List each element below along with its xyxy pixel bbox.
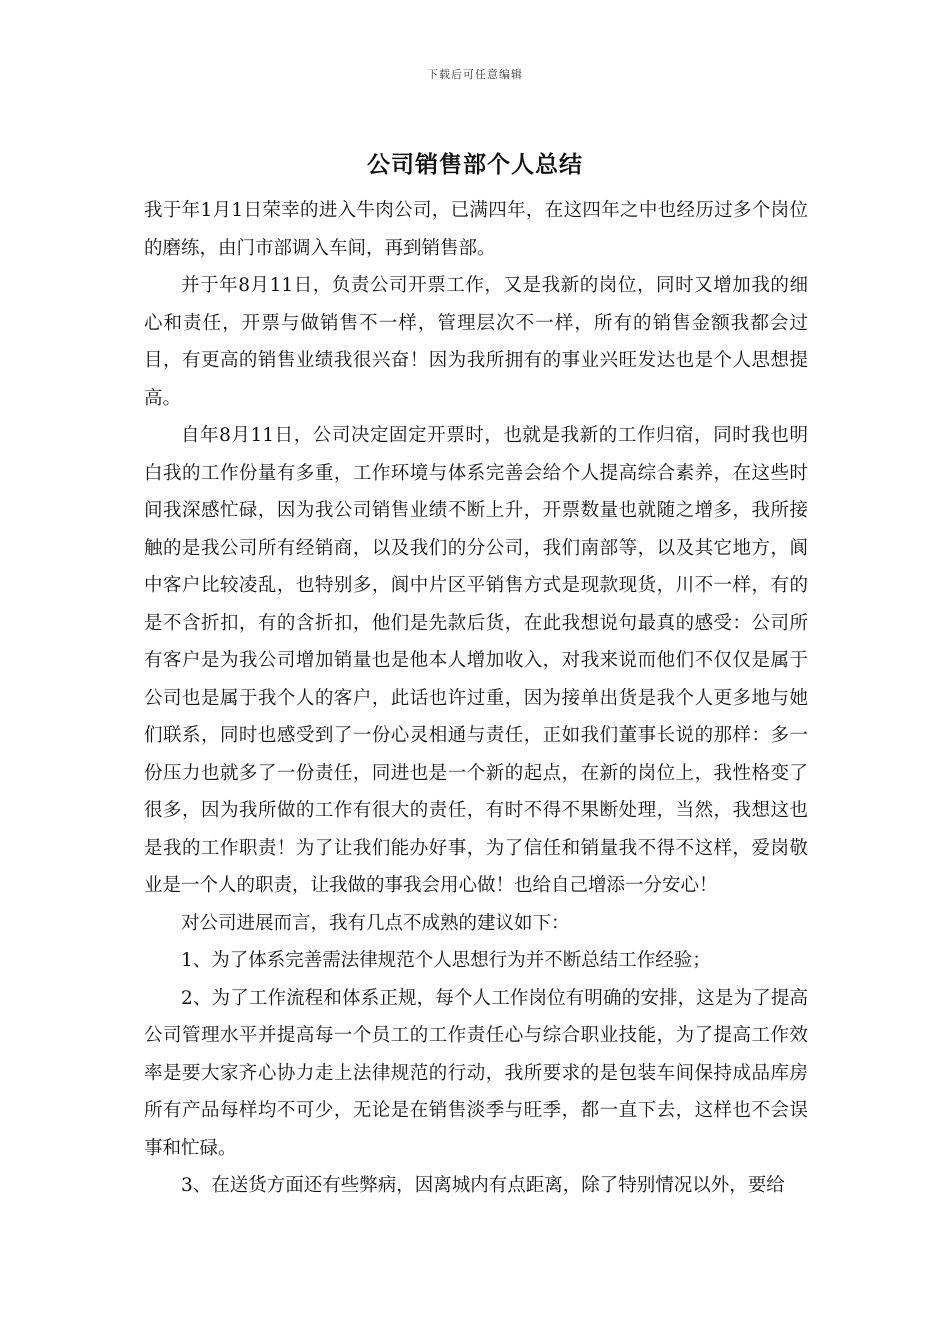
document-title: 公司销售部个人总结: [367, 151, 583, 178]
paragraph-suggestion-1: 1、为了体系完善需法律规范个人思想行为并不断总结工作经验；: [181, 950, 711, 971]
paragraph-suggestion-2: 2、为了工作流程和体系正规，每个人工作岗位有明确的安排，这是为了提高公司管理水平并提高每一个员工的工作责任心与综合职业技能，为了提高工作效率是要大家齐心协力走上法律规范的行动，我所要求的是包装车间保持成品库房所有产品每样均不可少，无论是在销售淡季与旺季，都一直下去，这样也不会误事和忙碌。: [144, 987, 808, 1159]
paragraph-intro: 我于年1月1日荣幸的进入牛肉公司，已满四年，在这四年之中也经历过多个岗位的磨练，由门市部调入车间，再到销售部。: [144, 200, 808, 259]
paragraph-work-experience: 自年8月11日，公司决定固定开票时，也就是我新的工作归宿，同时我也明白我的工作份量有多重，工作环境与体系完善会给个人提高综合素养，在这些时间我深感忙碌，因为我公司销售业绩不断上升，开票数量也就随之增多，我所接触的是我公司所有经销商，以及我们的分公司，我们南部等，以及其它地方，阆中客户比较凌乱，也特别多，阆中片区平销售方式是现款现货，川不一样，有的是不含折扣，有的含折扣，他们是先款后货，在此我想说句最真的感受：公司所有客户是为我公司增加销量也是他本人增加收入，对我来说而他们不仅仅是属于公司也是属于我个人的客户，此话也许过重，因为接单出货是我个人更多地与她们联系，同时也感受到了一份心灵相通与责任，正如我们董事长说的那样：多一份压力也就多了一份责任，同进也是一个新的起点，在新的岗位上，我性格变了很多，因为我所做的工作有很大的责任，有时不得不果断处理，当然，我想这也是我的工作职责！为了让我们能办好事，为了信任和销量我不得不这样，爱岗敬业是一个人的职责，让我做的事我会用心做！也给自己增添一分安心！: [144, 425, 808, 896]
paragraph-invoicing-role: 并于年8月11日，负责公司开票工作，又是我新的岗位，同时又增加我的细心和责任，开票与做销售不一样，管理层次不一样，所有的销售金额我都会过目，有更高的销售业绩我很兴奋！因为我所拥有的事业兴旺发达也是个人思想提高。: [144, 275, 808, 409]
paragraph-suggestion-3: 3、在送货方面还有些弊病，因离城内有点距离，除了特别情况以外，要给: [181, 1175, 785, 1196]
paragraph-suggestions-intro: 对公司进展而言，我有几点不成熟的建议如下：: [181, 912, 570, 934]
header-note: 下载后可任意编辑: [427, 68, 523, 81]
document-body: [144, 192, 808, 1205]
